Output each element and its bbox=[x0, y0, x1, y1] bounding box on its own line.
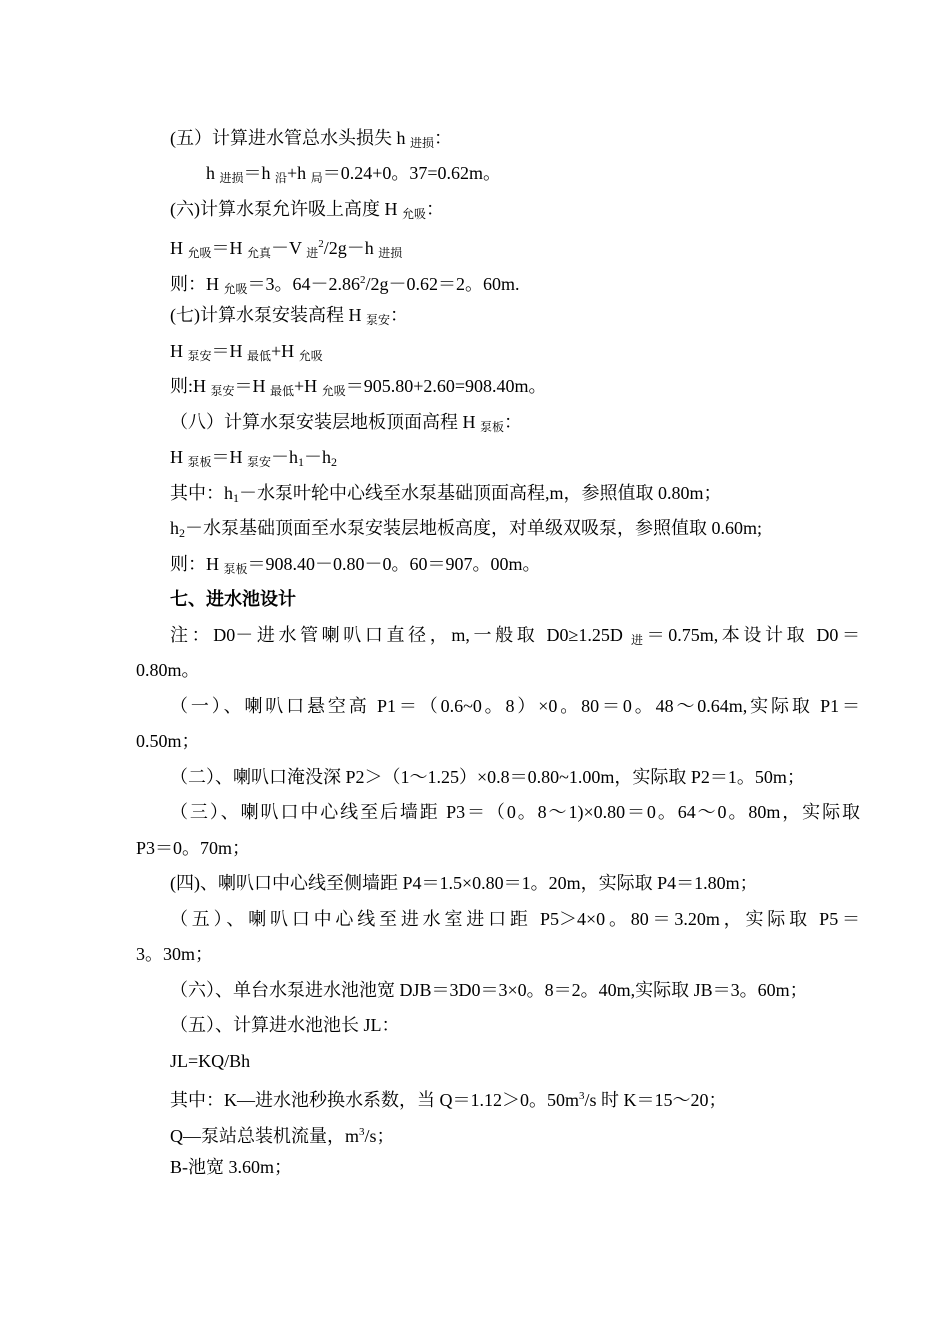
item-p3: （三）、喇叭口中心线至后墙距 P3＝（0。8～1)×0.80＝0。64～0。80m，实际取 bbox=[170, 802, 860, 822]
para-6-head: (六)计算水泵允许吸上高度 H $_{允吸}$： bbox=[170, 199, 445, 221]
item-p2: （二）、喇叭口淹没深 P2＞（1～1.25）×0.8＝0.80~1.00m，实际取 P2＝1。50m； bbox=[170, 767, 805, 787]
calc-h-allow: 则：H $_{允吸}$＝3。$64-2.86^2/2g-0.62=2$。60m. bbox=[170, 274, 520, 296]
section-7-heading: 七、进水池设计 bbox=[170, 589, 296, 609]
item-pool-length-head: （五）、计算进水池池长 JL： bbox=[170, 1015, 400, 1035]
note-q: Q—泵站总装机流量，$m^3/s$； bbox=[170, 1126, 395, 1146]
formula-jl: JL=KQ/Bh bbox=[170, 1051, 251, 1071]
formula-h-floor: H $_{泵板}$＝H $_{泵安}-h_1-h_2$ bbox=[170, 447, 338, 469]
note-h1: 其中：$h_1-$水泵叶轮中心线至水泵基础顶面高程,m，参照值取 0.80m； bbox=[170, 483, 722, 505]
para-8-head: （八）计算水泵安装层地板顶面高程 H $_{泵板}$： bbox=[170, 412, 523, 434]
note-d0-cont: 0.80m。 bbox=[136, 660, 200, 680]
formula-h-pump: H $_{泵安}$＝H $_{最低}$+H $_{允吸}$ bbox=[170, 341, 323, 363]
item-p4: (四)、喇叭口中心线至侧墙距 P4＝1.5×0.80＝1。20m，实际取 P4＝1.80m； bbox=[170, 873, 758, 893]
item-p5: （五）、喇叭口中心线至进水室进口距 P5＞4×0。80＝3.20m，实际取 P5＝ bbox=[170, 909, 860, 929]
note-k: 其中：K—进水池秒换水系数，当 Q＝1.12＞0。$50m^3/s$ 时 K＝15～20； bbox=[170, 1090, 727, 1110]
item-pool-width: （六）、单台水泵进水池池宽 DJB＝3D0＝3×0。8＝2。40m,实际取 JB＝3。60m； bbox=[170, 980, 808, 1000]
note-h2: $h_2-$水泵基础顶面至水泵安装层地板高度，对单级双吸泵，参照值取 0.60m; bbox=[170, 518, 762, 540]
item-p1-cont: 0.50m； bbox=[136, 731, 200, 751]
formula-h-loss: h $_{进损}$＝h $_沿$+h $_局$＝0.24+0。37=0.62m。 bbox=[206, 163, 502, 185]
para-5-head: (五）计算进水管总水头损失 h $_{进损}$： bbox=[170, 128, 453, 150]
item-p3-cont: P3＝0。70m； bbox=[136, 838, 251, 858]
note-b: B-池宽 3.60m； bbox=[170, 1157, 293, 1177]
item-p5-cont: 3。30m； bbox=[136, 944, 214, 964]
calc-h-floor: 则：H $_{泵板}$＝908.40－0.80－0。60＝907。00m。 bbox=[170, 554, 541, 576]
note-d0: 注：D0－进水管喇叭口直径，m,一般取 D0≥1.25D $_进$＝0.75m,本设计取 D0＝ bbox=[170, 625, 860, 647]
para-7-head: (七)计算水泵安装高程 H $_{泵安}$： bbox=[170, 305, 409, 327]
formula-h-allow: H $_{允吸}$＝H $_{允真}$－V $_进^2$/2g－h $_{进损}$ bbox=[170, 238, 403, 260]
calc-h-pump: 则:H $_{泵安}$＝H $_{最低}$+H $_{允吸}$＝905.80+2.60=908.40m。 bbox=[170, 376, 547, 398]
item-p1: （一）、喇叭口悬空高 P1＝（0.6~0。8）×0。80＝0。48～0.64m,实际取 P1＝ bbox=[170, 696, 860, 716]
